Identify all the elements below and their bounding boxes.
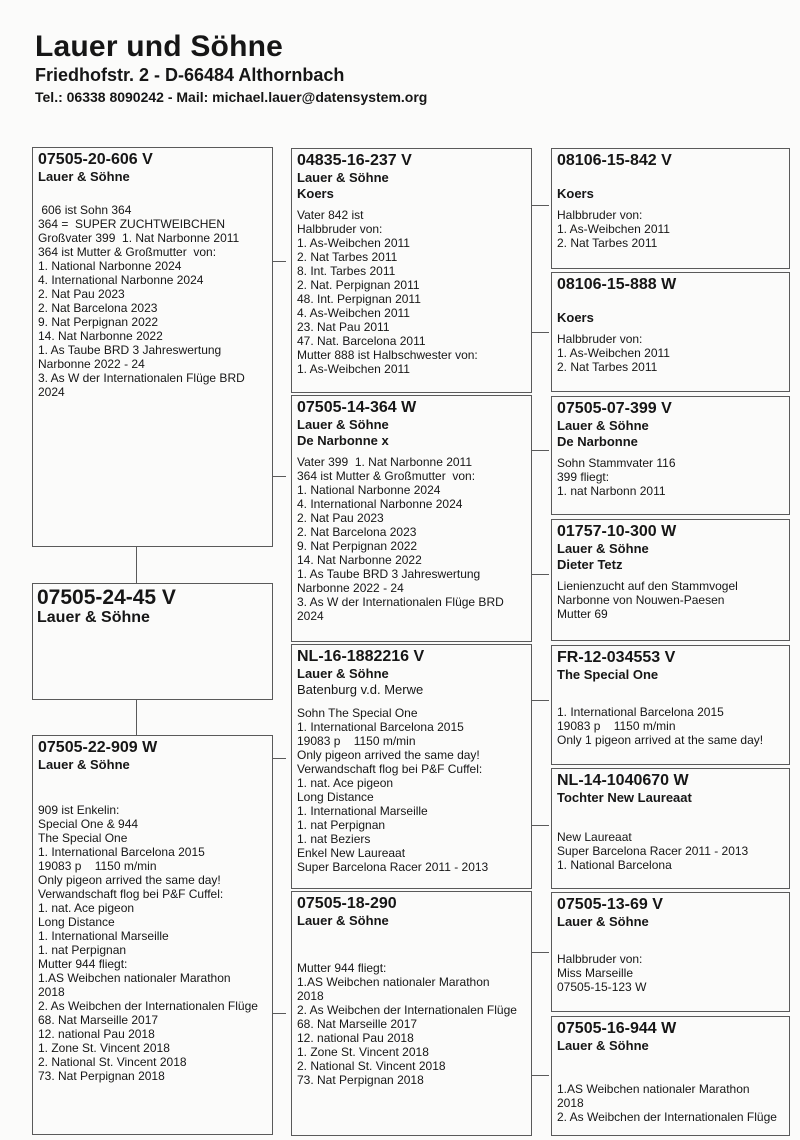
note-line: Only pigeon arrived the same day! <box>297 748 480 762</box>
note-line: 399 fliegt: <box>557 470 610 484</box>
note-line: 2. As Weibchen der Internationalen Flüge <box>297 1003 517 1017</box>
note-line: 2. Nat Pau 2023 <box>38 287 125 301</box>
note-line: 1. nat Perpignan <box>38 943 127 957</box>
note-line: 1. International Barcelona 2015 <box>557 705 724 719</box>
owner-name: Lauer & Söhne <box>297 666 389 681</box>
ring-number: 07505-22-909 W <box>38 739 158 756</box>
note-line: 4. International Narbonne 2024 <box>297 497 463 511</box>
note-line: 07505-15-123 W <box>557 980 647 994</box>
note-line: Halbbruder von: <box>557 332 643 346</box>
strain-name: De Narbonne <box>557 434 638 449</box>
owner-name: Lauer & Söhne <box>557 914 649 929</box>
note-line: Special One & 944 <box>38 817 139 831</box>
note-line: 14. Nat Narbonne 2022 <box>297 553 422 567</box>
note-line: 8. Int. Tarbes 2011 <box>297 264 396 278</box>
note-line: 19083 p 1150 m/min <box>297 734 416 748</box>
note-line: Mutter 944 fliegt: <box>38 957 128 971</box>
pedigree-card-great-grandparent <box>551 645 790 765</box>
note-line: 2. Nat Barcelona 2023 <box>38 301 158 315</box>
note-line: Lienienzucht auf den Stammvogel <box>557 579 738 593</box>
note-line: 68. Nat Marseille 2017 <box>38 1013 159 1027</box>
card-notes <box>557 456 784 498</box>
note-line: Narbonne 2022 - 24 <box>38 357 145 371</box>
note-line: 1. As-Weibchen 2011 <box>557 222 670 236</box>
note-line: Enkel New Laureaat <box>297 846 406 860</box>
note-line: 68. Nat Marseille 2017 <box>297 1017 418 1031</box>
note-line: 1. Zone St. Vincent 2018 <box>297 1045 429 1059</box>
ring-number: FR-12-034553 V <box>557 649 676 666</box>
card-notes <box>297 961 526 1087</box>
pedigree-card-mother <box>32 735 273 1135</box>
strain-name: Koers <box>297 186 334 201</box>
strain-name: Batenburg v.d. Merwe <box>297 682 424 697</box>
note-line: 1. National Narbonne 2024 <box>38 259 182 273</box>
ring-number: 07505-13-69 V <box>557 896 663 913</box>
card-notes <box>557 952 784 994</box>
pedigree-card-great-grandparent <box>551 272 790 392</box>
card-notes <box>557 332 784 374</box>
note-line: 1. As-Weibchen 2011 <box>297 236 410 250</box>
owner-name <box>557 294 784 310</box>
connector-line <box>531 574 549 575</box>
note-line: Vater 842 ist <box>297 208 364 222</box>
connector-line <box>272 476 286 477</box>
note-line: 1. International Marseille <box>38 929 169 943</box>
note-line: 1. nat. Ace pigeon <box>38 901 135 915</box>
note-line: 2. Nat Pau 2023 <box>297 511 384 525</box>
note-line: 2. Nat. Perpignan 2011 <box>297 278 420 292</box>
note-line: 73. Nat Perpignan 2018 <box>297 1073 424 1087</box>
note-line: Vater 399 1. Nat Narbonne 2011 <box>297 455 473 469</box>
pedigree-card-great-grandparent <box>551 892 790 1012</box>
pedigree-card-great-grandparent <box>551 148 790 269</box>
pedigree-card-great-grandparent <box>551 768 790 889</box>
card-notes <box>557 579 784 621</box>
note-line: 1.AS Weibchen nationaler Marathon <box>557 1082 750 1096</box>
note-line: 4. International Narbonne 2024 <box>38 273 204 287</box>
card-notes <box>557 705 784 747</box>
note-line: Großvater 399 1. Nat Narbonne 2011 <box>38 231 240 245</box>
connector-line <box>531 205 549 206</box>
note-line: 2. National St. Vincent 2018 <box>38 1055 187 1069</box>
note-line: 1. nat Narbonn 2011 <box>557 484 666 498</box>
note-line: 1. International Barcelona 2015 <box>38 845 205 859</box>
breeder-contact: Tel.: 06338 8090242 - Mail: michael.lauer@datensystem.org <box>35 89 428 105</box>
note-line: 9. Nat Perpignan 2022 <box>38 315 159 329</box>
connector-line <box>531 952 549 953</box>
note-line: 1. Zone St. Vincent 2018 <box>38 1041 170 1055</box>
connector-line <box>272 758 286 759</box>
note-line: New Laureaat <box>557 830 632 844</box>
owner-name: Lauer & Söhne <box>38 169 130 184</box>
note-line: Miss Marseille <box>557 966 634 980</box>
note-line: 606 ist Sohn 364 <box>38 203 132 217</box>
note-line: The Special One <box>38 831 128 845</box>
note-line: 1. International Barcelona 2015 <box>297 720 464 734</box>
owner-name: Lauer & Söhne <box>557 1038 649 1053</box>
card-notes <box>38 203 267 399</box>
card-notes <box>297 455 526 623</box>
card-notes <box>297 208 526 376</box>
note-line: 4. As-Weibchen 2011 <box>297 306 410 320</box>
note-line: 47. Nat. Barcelona 2011 <box>297 334 426 348</box>
pedigree-card-great-grandparent <box>551 519 790 641</box>
note-line: 2024 <box>38 385 65 399</box>
note-line: Sohn The Special One <box>297 706 418 720</box>
note-line: 19083 p 1150 m/min <box>557 719 676 733</box>
note-line: 2. Nat Tarbes 2011 <box>557 360 658 374</box>
strain-name: Koers <box>557 186 594 201</box>
connector-line <box>136 546 137 583</box>
note-line: 364 ist Mutter & Großmutter von: <box>38 245 217 259</box>
note-line: 2. As Weibchen der Internationalen Flüge <box>557 1110 777 1124</box>
note-line: 1. As Taube BRD 3 Jahreswertung <box>297 567 481 581</box>
note-line: 2018 <box>557 1096 584 1110</box>
note-line: 14. Nat Narbonne 2022 <box>38 329 163 343</box>
note-line: Narbonne von Nouwen-Paesen <box>557 593 725 607</box>
note-line: 2. As Weibchen der Internationalen Flüge <box>38 999 258 1013</box>
note-line: Super Barcelona Racer 2011 - 2013 <box>557 844 749 858</box>
connector-line <box>531 700 549 701</box>
pedigree-card-grandparent <box>291 148 532 393</box>
pedigree-card-grandparent <box>291 891 532 1136</box>
owner-name: Lauer & Söhne <box>297 913 389 928</box>
note-line: 2. Nat Tarbes 2011 <box>557 236 658 250</box>
note-line: 12. national Pau 2018 <box>297 1031 414 1045</box>
owner-name: Lauer & Söhne <box>297 417 389 432</box>
strain-name: Dieter Tetz <box>557 557 623 572</box>
note-line: 1. nat. Ace pigeon <box>297 776 394 790</box>
note-line: Halbbruder von: <box>297 222 383 236</box>
ring-number: 08106-15-888 W <box>557 276 677 293</box>
note-line: 1.AS Weibchen nationaler Marathon <box>38 971 231 985</box>
breeder-name: Lauer und Söhne <box>35 30 284 63</box>
note-line: 364 ist Mutter & Großmutter von: <box>297 469 476 483</box>
pedigree-card-father <box>32 147 273 547</box>
note-line: 1. nat Beziers <box>297 832 371 846</box>
note-line: 23. Nat Pau 2011 <box>297 320 390 334</box>
card-notes <box>557 208 784 250</box>
note-line: 364 = SUPER ZUCHTWEIBCHEN <box>38 217 226 231</box>
owner-name: Tochter New Laureaat <box>557 790 692 805</box>
card-notes <box>557 830 784 872</box>
owner-name: Lauer & Söhne <box>557 541 649 556</box>
connector-line <box>531 1075 549 1076</box>
card-notes <box>38 803 267 1083</box>
note-line: Verwandschaft flog bei P&F Cuffel: <box>297 762 483 776</box>
card-notes <box>297 706 526 874</box>
pedigree-card-great-grandparent <box>551 1016 790 1136</box>
note-line: Only pigeon arrived the same day! <box>38 873 221 887</box>
note-line: 1. International Marseille <box>297 804 428 818</box>
pedigree-card-great-grandparent <box>551 396 790 515</box>
ring-number: NL-14-1040670 W <box>557 772 689 789</box>
strain-name: De Narbonne x <box>297 433 389 448</box>
ring-number: 08106-15-842 V <box>557 152 672 169</box>
owner-name: Lauer & Söhne <box>37 609 150 626</box>
note-line: 1. As-Weibchen 2011 <box>557 346 670 360</box>
note-line: Long Distance <box>38 915 115 929</box>
ring-number: 07505-07-399 V <box>557 400 672 417</box>
pedigree-card-grandparent <box>291 644 532 889</box>
connector-line <box>272 261 286 262</box>
note-line: 9. Nat Perpignan 2022 <box>297 539 418 553</box>
connector-line <box>272 1013 286 1014</box>
note-line: 3. As W der Internationalen Flüge BRD <box>38 371 245 385</box>
note-line: Mutter 69 <box>557 607 608 621</box>
note-line: Narbonne 2022 - 24 <box>297 581 404 595</box>
owner-name <box>557 170 784 186</box>
note-line: Mutter 888 ist Halbschwester von: <box>297 348 478 362</box>
note-line: 3. As W der Internationalen Flüge BRD <box>297 595 504 609</box>
note-line: 2. Nat Tarbes 2011 <box>297 250 398 264</box>
connector-line <box>531 332 549 333</box>
note-line: 48. Int. Perpignan 2011 <box>297 292 421 306</box>
note-line: Sohn Stammvater 116 <box>557 456 676 470</box>
note-line: 2. Nat Barcelona 2023 <box>297 525 417 539</box>
note-line: 1. National Narbonne 2024 <box>297 483 441 497</box>
note-line: Halbbruder von: <box>557 952 643 966</box>
owner-name: The Special One <box>557 667 659 682</box>
breeder-address: Friedhofstr. 2 - D-66484 Althornbach <box>35 65 345 85</box>
ring-number: 07505-16-944 W <box>557 1020 677 1037</box>
ring-number: NL-16-1882216 V <box>297 648 425 665</box>
connector-line <box>531 825 549 826</box>
note-line: 1. As Taube BRD 3 Jahreswertung <box>38 343 222 357</box>
note-line: 73. Nat Perpignan 2018 <box>38 1069 165 1083</box>
note-line: Verwandschaft flog bei P&F Cuffel: <box>38 887 224 901</box>
ring-number: 07505-14-364 W <box>297 399 417 416</box>
ring-number: 07505-18-290 <box>297 895 397 912</box>
note-line: Super Barcelona Racer 2011 - 2013 <box>297 860 489 874</box>
note-line: 2. National St. Vincent 2018 <box>297 1059 446 1073</box>
note-line: 1. National Barcelona <box>557 858 672 872</box>
note-line: 2024 <box>297 609 324 623</box>
ring-number: 07505-20-606 V <box>38 151 153 168</box>
pedigree-card-grandparent <box>291 395 532 642</box>
note-line: Halbbruder von: <box>557 208 643 222</box>
note-line: Long Distance <box>297 790 374 804</box>
owner-name: Lauer & Söhne <box>297 170 389 185</box>
note-line: 1. As-Weibchen 2011 <box>297 362 410 376</box>
note-line: 909 ist Enkelin: <box>38 803 120 817</box>
ring-number: 01757-10-300 W <box>557 523 677 540</box>
note-line: 2018 <box>297 989 324 1003</box>
pedigree-card-subject <box>32 583 273 700</box>
note-line: Only 1 pigeon arrived at the same day! <box>557 733 764 747</box>
ring-number: 07505-24-45 V <box>37 586 176 609</box>
note-line: 2018 <box>38 985 65 999</box>
ring-number: 04835-16-237 V <box>297 152 412 169</box>
note-line: 19083 p 1150 m/min <box>38 859 157 873</box>
note-line: 1. nat Perpignan <box>297 818 386 832</box>
owner-name: Lauer & Söhne <box>38 757 130 772</box>
connector-line <box>136 699 137 735</box>
owner-name: Lauer & Söhne <box>557 418 649 433</box>
note-line: 1.AS Weibchen nationaler Marathon <box>297 975 490 989</box>
note-line: Mutter 944 fliegt: <box>297 961 387 975</box>
note-line: 12. national Pau 2018 <box>38 1027 155 1041</box>
card-notes <box>557 1082 784 1124</box>
connector-line <box>531 450 549 451</box>
strain-name: Koers <box>557 310 594 325</box>
